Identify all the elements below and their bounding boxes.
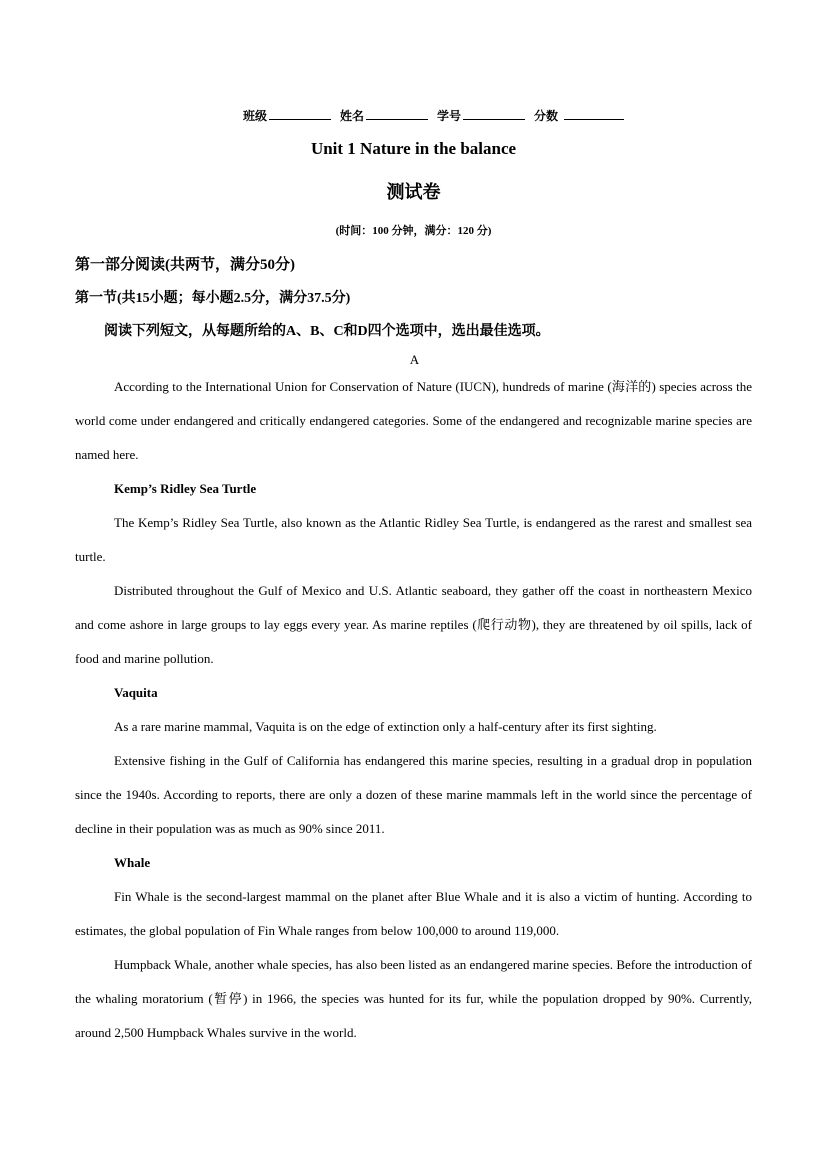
paragraph-whale-2: Humpback Whale, another whale species, has also been listed as an endangered marine species. Before the introduction of the whaling moratorium (暂停) in 1966, the species was hunted for its fur, while the population dropped by 90%. Currently, around 2,500 Humpback Whales survive in the world. [75,957,752,1040]
score-label: 分数 [534,109,559,123]
reading-instruction: 阅读下列短文，从每题所给的A、B、C和D四个选项中，选出最佳选项。 [104,324,550,339]
passage-letter: A [409,352,420,367]
class-blank [269,108,331,120]
heading-vaquita: Vaquita [114,685,158,700]
test-subtitle: 测试卷 [386,182,441,202]
paragraph-intro: According to the International Union for Conservation of Nature (IUCN), hundreds of marine (海洋的) species across the world come under endangered and critically endangered categories. Some of the endangered and recognizable marine species are named here. [75,379,752,462]
paragraph-turtle-1: The Kemp’s Ridley Sea Turtle, also known as the Atlantic Ridley Sea Turtle, is endangered as the rarest and smallest sea turtle. [75,515,752,564]
score-blank [564,108,624,120]
paragraph-whale-1: Fin Whale is the second-largest mammal on the planet after Blue Whale and it is also a victim of hunting. According to estimates, the global population of Fin Whale ranges from below 100,000 to around 119,000. [75,889,752,938]
paragraph-vaquita-2: Extensive fishing in the Gulf of California has endangered this marine species, resulting in a gradual drop in population since the 1940s. According to reports, there are only a dozen of these marine mammals left in the world since the percentage of decline in their population was as much as 90% since 2011. [75,753,752,836]
student-info-line [0,107,827,124]
id-label: 学号 [437,109,462,123]
passage-body [75,370,752,1050]
name-label: 姓名 [339,109,364,123]
heading-whale: Whale [114,855,151,870]
unit-title: Unit 1 Nature in the balance [310,139,517,158]
time-note: (时间：100 分钟，满分：120 分) [335,225,492,237]
paragraph-turtle-2: Distributed throughout the Gulf of Mexico and U.S. Atlantic seaboard, they gather off the coast in northeastern Mexico and come ashore in large groups to lay eggs every year. As marine reptiles (爬行动物), they are threatened by oil spills, lack of food and marine pollution. [75,583,752,666]
name-blank [366,108,428,120]
class-label: 班级 [242,109,267,123]
part-one-title: 第一部分阅读(共两节，满分50分) [75,257,295,273]
id-blank [463,108,525,120]
paragraph-vaquita-1: As a rare marine mammal, Vaquita is on the edge of extinction only a half-century after its first sighting. [114,719,657,734]
section-one-title: 第一节(共15小题；每小题2.5分，满分37.5分) [75,291,351,306]
heading-turtle: Kemp’s Ridley Sea Turtle [114,481,257,496]
